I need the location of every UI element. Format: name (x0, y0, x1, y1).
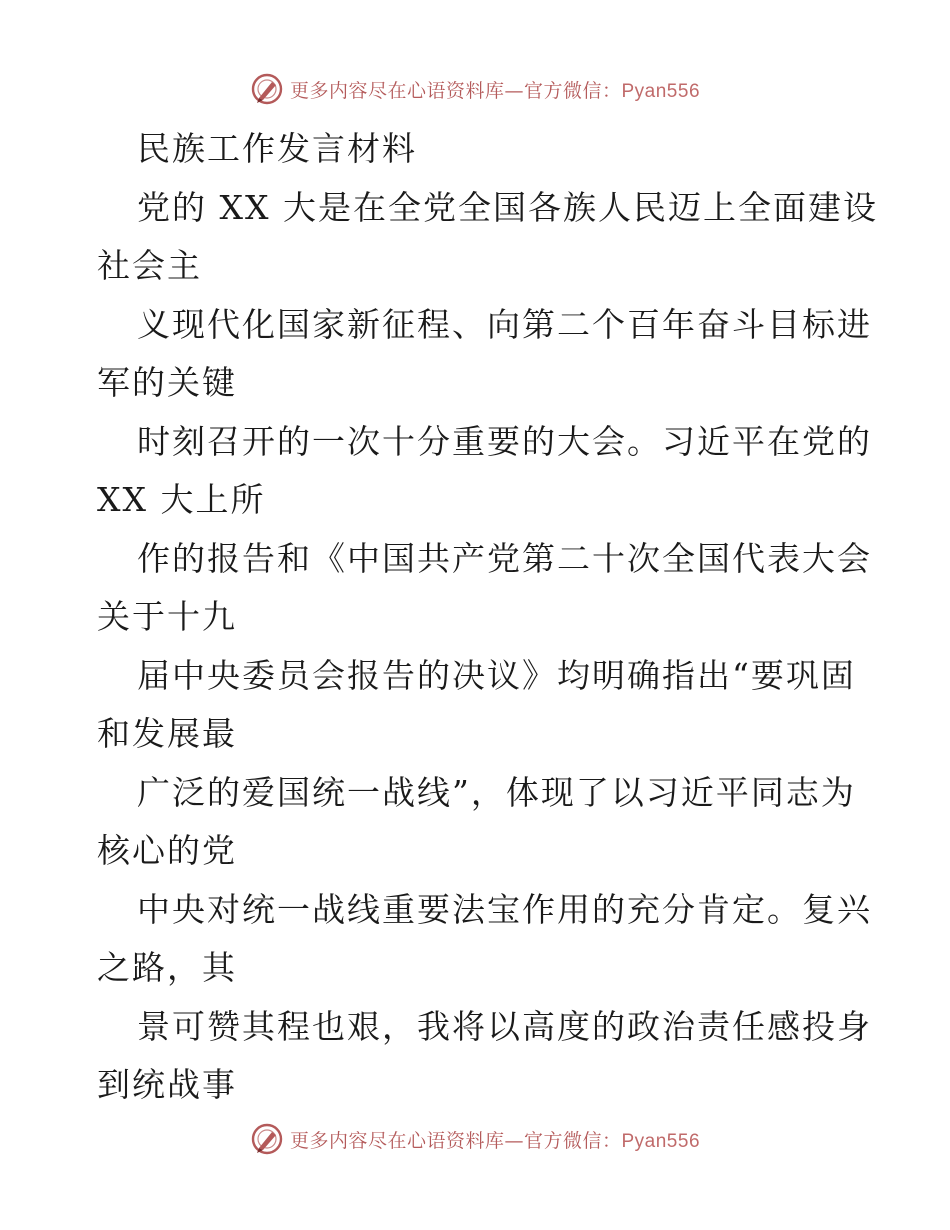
header-watermark (0, 72, 950, 106)
paragraph-line: 中央对统一战线重要法宝作用的充分肯定。复兴 (137, 889, 872, 929)
paragraph-line: 届中央委员会报告的决议》均明确指出“要巩固 (137, 655, 856, 695)
paragraph-line: 关于十九 (97, 597, 237, 636)
paragraph-line: 景可赞其程也艰，我将以高度的政治责任感投身 (137, 1006, 872, 1046)
paragraph-line: XX 大上所 (97, 480, 266, 519)
watermark-text: 更多内容尽在心语资料库—官方微信：Pyan556 (289, 79, 701, 102)
paragraph-line: 义现代化国家新征程、向第二个百年奋斗目标进 (137, 304, 872, 344)
watermark-text: 更多内容尽在心语资料库—官方微信：Pyan556 (289, 1129, 701, 1152)
paragraph-line: 广泛的爱国统一战线”，体现了以习近平同志为 (137, 772, 856, 812)
paragraph-line: 到统战事 (97, 1065, 237, 1104)
paragraph-line: 作的报告和《中国共产党第二十次全国代表大会 (137, 538, 872, 578)
paragraph-line: 社会主 (97, 246, 202, 285)
paragraph-line: 和发展最 (97, 714, 237, 753)
document-title: 民族工作发言材料 (137, 129, 417, 168)
document-body (97, 120, 878, 1115)
paragraph-line: 之路，其 (97, 948, 237, 987)
pen-logo-icon (250, 72, 284, 106)
paragraph-line: 时刻召开的一次十分重要的大会。习近平在党的 (137, 421, 872, 461)
paragraph-line: 核心的党 (97, 831, 237, 870)
pen-logo-icon (250, 1122, 284, 1156)
paragraph-line: 党的 XX 大是在全党全国各族人民迈上全面建设 (137, 187, 878, 227)
paragraph-line: 军的关键 (97, 363, 237, 402)
footer-watermark (0, 1122, 950, 1156)
